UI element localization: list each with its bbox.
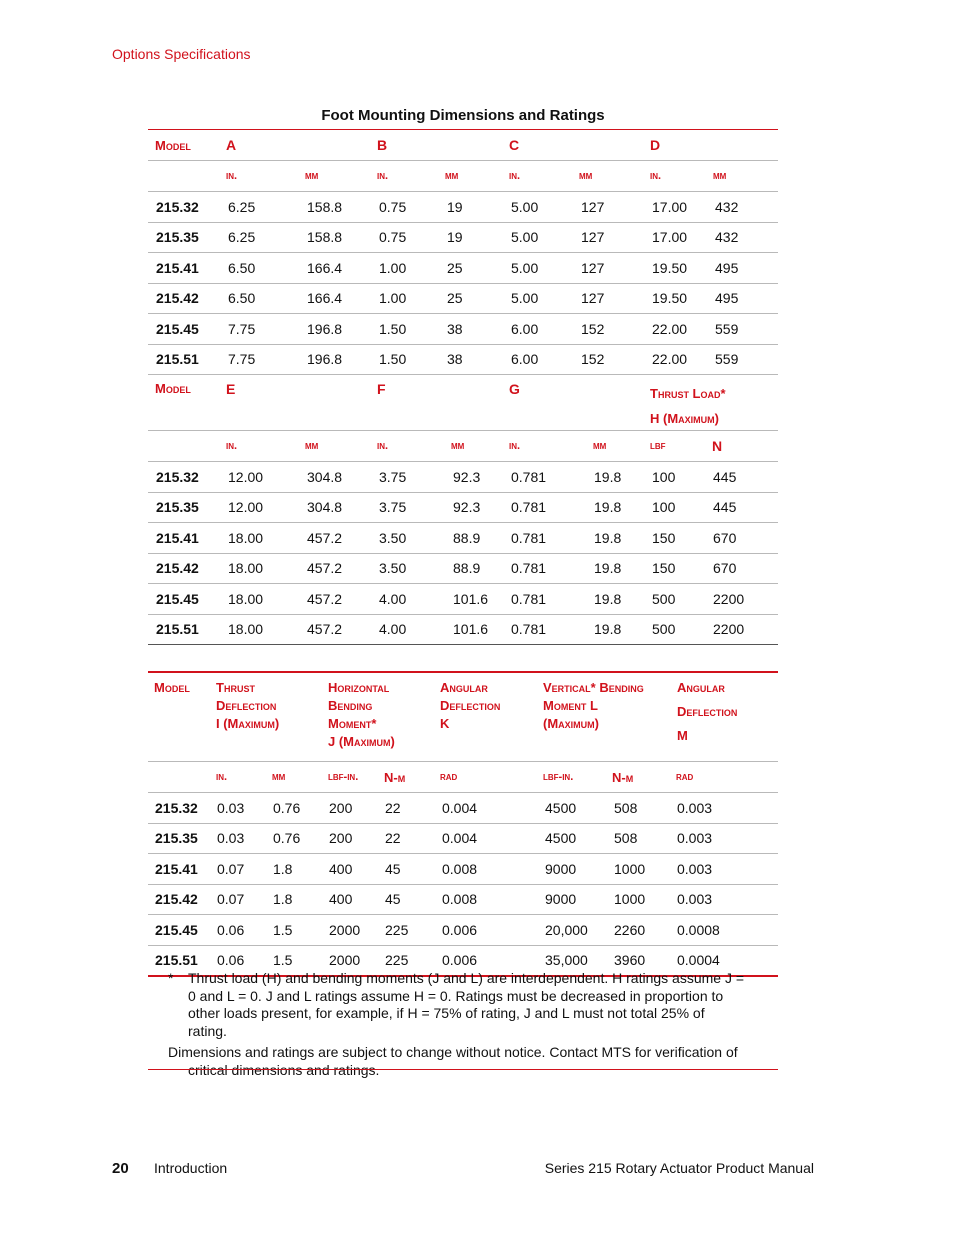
- note-asterisk: *: [168, 970, 174, 986]
- value-cell: 19.50: [652, 259, 688, 276]
- column-header: C: [509, 137, 520, 153]
- value-cell: 1000: [614, 891, 646, 908]
- column-header-line: Model: [154, 680, 190, 695]
- value-cell: 150: [652, 560, 676, 577]
- value-cell: 0.781: [511, 529, 547, 546]
- value-cell: 0.008: [442, 891, 478, 908]
- value-cell: 6.00: [511, 351, 539, 368]
- footer-manual-title: Series 215 Rotary Actuator Product Manual: [544, 1160, 814, 1176]
- value-cell: 7.75: [228, 320, 256, 337]
- value-cell: 0.03: [217, 830, 245, 847]
- value-cell: 495: [715, 259, 739, 276]
- table-row: [148, 523, 778, 554]
- model-cell: 215.35: [156, 499, 199, 516]
- column-header: G: [509, 381, 520, 397]
- value-cell: 0.781: [511, 590, 547, 607]
- column-header-line: (Maximum): [543, 716, 599, 731]
- table-row: [148, 584, 778, 615]
- value-cell: 0.004: [442, 830, 478, 847]
- value-cell: 2000: [329, 952, 361, 969]
- unit-label: N-m: [612, 769, 634, 785]
- value-cell: 508: [614, 830, 638, 847]
- value-cell: 225: [385, 921, 409, 938]
- unit-label: in.: [650, 170, 662, 182]
- unit-label: in.: [226, 170, 238, 182]
- value-cell: 457.2: [307, 529, 343, 546]
- value-cell: 19.8: [594, 529, 622, 546]
- value-cell: 127: [581, 229, 605, 246]
- column-header: [154, 679, 190, 697]
- unit-label: N-m: [384, 769, 406, 785]
- value-cell: 225: [385, 952, 409, 969]
- value-cell: 45: [385, 860, 401, 877]
- table-row: [148, 493, 778, 524]
- value-cell: 22.00: [652, 351, 688, 368]
- value-cell: 22.00: [652, 320, 688, 337]
- table-row: [148, 554, 778, 585]
- value-cell: 400: [329, 860, 353, 877]
- value-cell: 670: [713, 560, 737, 577]
- value-cell: 88.9: [453, 529, 481, 546]
- unit-label: rad: [440, 771, 458, 783]
- column-header-line: Deflection: [440, 698, 501, 713]
- value-cell: 3.75: [379, 499, 407, 516]
- model-cell: 215.51: [156, 351, 199, 368]
- notes-divider: [148, 1069, 778, 1070]
- unit-label: in.: [509, 440, 521, 452]
- value-cell: 200: [329, 799, 353, 816]
- value-cell: 19.8: [594, 621, 622, 638]
- value-cell: 88.9: [453, 560, 481, 577]
- value-cell: 445: [713, 468, 737, 485]
- model-cell: 215.45: [156, 320, 199, 337]
- value-cell: 3.50: [379, 560, 407, 577]
- value-cell: 0.06: [217, 952, 245, 969]
- value-cell: 25: [447, 259, 463, 276]
- value-cell: 38: [447, 351, 463, 368]
- value-cell: 6.50: [228, 290, 256, 307]
- value-cell: 5.00: [511, 290, 539, 307]
- value-cell: 304.8: [307, 468, 343, 485]
- unit-label: in.: [377, 170, 389, 182]
- table-row: [148, 885, 778, 916]
- value-cell: 35,000: [545, 952, 588, 969]
- units-row: [148, 762, 778, 793]
- value-cell: 12.00: [228, 468, 264, 485]
- value-cell: 0.781: [511, 560, 547, 577]
- model-cell: 215.41: [155, 860, 198, 877]
- model-cell: 215.32: [156, 468, 199, 485]
- value-cell: 101.6: [453, 621, 489, 638]
- value-cell: 9000: [545, 860, 577, 877]
- column-header: [440, 679, 500, 733]
- model-cell: 215.42: [155, 891, 198, 908]
- value-cell: 18.00: [228, 590, 264, 607]
- value-cell: 127: [581, 259, 605, 276]
- value-cell: 5.00: [511, 229, 539, 246]
- column-header-line: M: [677, 728, 688, 743]
- unit-label: mm: [305, 440, 319, 452]
- value-cell: 100: [652, 468, 676, 485]
- model-cell: 215.42: [156, 290, 199, 307]
- value-cell: 1.00: [379, 290, 407, 307]
- value-cell: 1.00: [379, 259, 407, 276]
- value-cell: 19.8: [594, 499, 622, 516]
- value-cell: 0.07: [217, 860, 245, 877]
- value-cell: 22: [385, 830, 401, 847]
- value-cell: 22: [385, 799, 401, 816]
- value-cell: 0.004: [442, 799, 478, 816]
- value-cell: 5.00: [511, 198, 539, 215]
- model-cell: 215.41: [156, 529, 199, 546]
- footer-section-name: Introduction: [154, 1160, 228, 1176]
- foot-mounting-table: [148, 129, 778, 645]
- value-cell: 2260: [614, 921, 646, 938]
- value-cell: 200: [329, 830, 353, 847]
- column-header: A: [226, 137, 237, 153]
- column-header: [216, 679, 279, 733]
- value-cell: 559: [715, 351, 739, 368]
- value-cell: 0.003: [677, 799, 713, 816]
- table-row: [148, 223, 778, 254]
- value-cell: 1.8: [273, 860, 293, 877]
- value-cell: 0.0004: [677, 952, 720, 969]
- value-cell: 166.4: [307, 259, 343, 276]
- unit-label: mm: [713, 170, 727, 182]
- value-cell: 6.25: [228, 198, 256, 215]
- value-cell: 150: [652, 529, 676, 546]
- value-cell: 0.781: [511, 499, 547, 516]
- value-cell: 432: [715, 229, 739, 246]
- column-header-line: Moment L: [543, 698, 598, 713]
- value-cell: 4500: [545, 830, 577, 847]
- column-header-line: Vertical* Bending: [543, 680, 644, 695]
- value-cell: 400: [329, 891, 353, 908]
- value-cell: 9000: [545, 891, 577, 908]
- unit-label: mm: [305, 170, 319, 182]
- column-header-line: Deflection: [216, 698, 277, 713]
- unit-label: N: [712, 438, 723, 454]
- value-cell: 500: [652, 590, 676, 607]
- value-cell: 92.3: [453, 499, 481, 516]
- column-header-line: Moment*: [328, 716, 377, 731]
- value-cell: 127: [581, 290, 605, 307]
- table-header-row: [148, 673, 778, 762]
- unit-label: in.: [377, 440, 389, 452]
- unit-label: lbf: [650, 440, 666, 452]
- column-header-line: K: [440, 716, 450, 731]
- thrust-load-header: [650, 375, 726, 430]
- column-header: [677, 679, 737, 745]
- column-header: Model: [155, 137, 191, 153]
- value-cell: 101.6: [453, 590, 489, 607]
- value-cell: 196.8: [307, 351, 343, 368]
- page-number: 20: [112, 1160, 129, 1177]
- table-row: [148, 615, 778, 646]
- unit-label: mm: [593, 440, 607, 452]
- value-cell: 5.00: [511, 259, 539, 276]
- value-cell: 2000: [329, 921, 361, 938]
- column-header: [328, 679, 395, 751]
- value-cell: 100: [652, 499, 676, 516]
- value-cell: 0.76: [273, 830, 301, 847]
- value-cell: 0.781: [511, 468, 547, 485]
- section-header: Options Specifications: [112, 46, 251, 62]
- value-cell: 0.07: [217, 891, 245, 908]
- unit-label: in.: [509, 170, 521, 182]
- column-header-line: Angular: [440, 680, 488, 695]
- value-cell: 152: [581, 320, 605, 337]
- model-cell: 215.45: [156, 590, 199, 607]
- value-cell: 457.2: [307, 560, 343, 577]
- table-row: [148, 192, 778, 223]
- column-header-line: Thrust: [216, 680, 255, 695]
- model-cell: 215.32: [155, 799, 198, 816]
- table-header-row: [148, 375, 778, 431]
- value-cell: 19.50: [652, 290, 688, 307]
- value-cell: 1.50: [379, 320, 407, 337]
- value-cell: 1.8: [273, 891, 293, 908]
- value-cell: 445: [713, 499, 737, 516]
- value-cell: 6.50: [228, 259, 256, 276]
- value-cell: 3.75: [379, 468, 407, 485]
- value-cell: 2200: [713, 590, 745, 607]
- model-cell: 215.45: [155, 921, 198, 938]
- value-cell: 158.8: [307, 229, 343, 246]
- value-cell: 19.8: [594, 590, 622, 607]
- value-cell: 17.00: [652, 198, 688, 215]
- model-cell: 215.51: [156, 621, 199, 638]
- value-cell: 508: [614, 799, 638, 816]
- value-cell: 0.06: [217, 921, 245, 938]
- value-cell: 0.003: [677, 891, 713, 908]
- unit-label: in.: [216, 771, 228, 783]
- value-cell: 304.8: [307, 499, 343, 516]
- value-cell: 495: [715, 290, 739, 307]
- table-header-row: [148, 130, 778, 161]
- value-cell: 19.8: [594, 468, 622, 485]
- value-cell: 0.008: [442, 860, 478, 877]
- value-cell: 45: [385, 891, 401, 908]
- value-cell: 4.00: [379, 590, 407, 607]
- unit-label: lbf-in.: [543, 771, 574, 783]
- value-cell: 4.00: [379, 621, 407, 638]
- value-cell: 457.2: [307, 590, 343, 607]
- value-cell: 559: [715, 320, 739, 337]
- value-cell: 25: [447, 290, 463, 307]
- table-row: [148, 253, 778, 284]
- note-change-notice: Dimensions and ratings are subject to change without notice. Contact MTS for verification of critical dimensions and ratings.: [168, 1044, 738, 1078]
- value-cell: 38: [447, 320, 463, 337]
- deflection-table: [148, 671, 778, 977]
- value-cell: 92.3: [453, 468, 481, 485]
- units-row: [148, 161, 778, 192]
- value-cell: 18.00: [228, 560, 264, 577]
- column-header-line: J (Maximum): [328, 734, 395, 749]
- value-cell: 17.00: [652, 229, 688, 246]
- value-cell: 457.2: [307, 621, 343, 638]
- note-1-text: Thrust load (H) and bending moments (J and L) are interdependent. H ratings assume J = 0 and L = 0. J and L ratings assume H = 0. Ratings must be decreased in proportion to other loads present, for example, if H = 75% of rating, J and L must not total 25% of rating.: [188, 970, 745, 1039]
- table-row: [148, 284, 778, 315]
- value-cell: 18.00: [228, 529, 264, 546]
- value-cell: 0.75: [379, 198, 407, 215]
- column-header-line: Deflection: [677, 704, 738, 719]
- table-title: Foot Mounting Dimensions and Ratings: [321, 107, 605, 124]
- value-cell: 127: [581, 198, 605, 215]
- table-row: [148, 854, 778, 885]
- value-cell: 3960: [614, 952, 646, 969]
- column-header-line: I (Maximum): [216, 716, 280, 731]
- value-cell: 196.8: [307, 320, 343, 337]
- value-cell: 20,000: [545, 921, 588, 938]
- model-cell: 215.35: [156, 229, 199, 246]
- value-cell: 0.75: [379, 229, 407, 246]
- value-cell: 12.00: [228, 499, 264, 516]
- value-cell: 6.00: [511, 320, 539, 337]
- model-cell: 215.51: [155, 952, 198, 969]
- thrust-load-maximum-label: H (Maximum): [650, 411, 719, 426]
- value-cell: 158.8: [307, 198, 343, 215]
- thrust-load-label: Thrust Load*: [650, 386, 726, 401]
- value-cell: 6.25: [228, 229, 256, 246]
- column-header: B: [377, 137, 388, 153]
- value-cell: 0.0008: [677, 921, 720, 938]
- value-cell: 18.00: [228, 621, 264, 638]
- table-notes: [148, 970, 778, 1079]
- column-header-line: Horizontal: [328, 680, 390, 695]
- table-row: [148, 314, 778, 345]
- table-row: [148, 824, 778, 855]
- value-cell: 2200: [713, 621, 745, 638]
- unit-label: mm: [451, 440, 465, 452]
- column-header: D: [650, 137, 661, 153]
- column-header-line: Angular: [677, 680, 725, 695]
- unit-label: in.: [226, 440, 238, 452]
- value-cell: 500: [652, 621, 676, 638]
- value-cell: 4500: [545, 799, 577, 816]
- value-cell: 166.4: [307, 290, 343, 307]
- column-header: F: [377, 381, 386, 397]
- value-cell: 152: [581, 351, 605, 368]
- model-cell: 215.42: [156, 560, 199, 577]
- value-cell: 1.5: [273, 952, 293, 969]
- column-header: [543, 679, 644, 733]
- value-cell: 1.50: [379, 351, 407, 368]
- table-row: [148, 462, 778, 493]
- units-row: [148, 431, 778, 462]
- value-cell: 432: [715, 198, 739, 215]
- value-cell: 0.006: [442, 921, 478, 938]
- table-row: [148, 793, 778, 824]
- value-cell: 1.5: [273, 921, 293, 938]
- value-cell: 0.76: [273, 799, 301, 816]
- value-cell: 670: [713, 529, 737, 546]
- column-header-line: Bending: [328, 698, 373, 713]
- column-header: Model: [155, 381, 191, 396]
- unit-label: mm: [445, 170, 459, 182]
- note-interdependence: [148, 970, 778, 1040]
- value-cell: 0.003: [677, 830, 713, 847]
- value-cell: 0.003: [677, 860, 713, 877]
- unit-label: lbf-in.: [328, 771, 359, 783]
- table-row: [148, 345, 778, 376]
- model-cell: 215.32: [156, 198, 199, 215]
- value-cell: 7.75: [228, 351, 256, 368]
- value-cell: 19: [447, 229, 463, 246]
- unit-label: mm: [579, 170, 593, 182]
- value-cell: 0.03: [217, 799, 245, 816]
- unit-label: rad: [676, 771, 694, 783]
- column-header: E: [226, 381, 236, 397]
- value-cell: 1000: [614, 860, 646, 877]
- value-cell: 19.8: [594, 560, 622, 577]
- table-row: [148, 915, 778, 946]
- model-cell: 215.41: [156, 259, 199, 276]
- value-cell: 0.781: [511, 621, 547, 638]
- value-cell: 0.006: [442, 952, 478, 969]
- unit-label: mm: [272, 771, 286, 783]
- model-cell: 215.35: [155, 830, 198, 847]
- value-cell: 3.50: [379, 529, 407, 546]
- value-cell: 19: [447, 198, 463, 215]
